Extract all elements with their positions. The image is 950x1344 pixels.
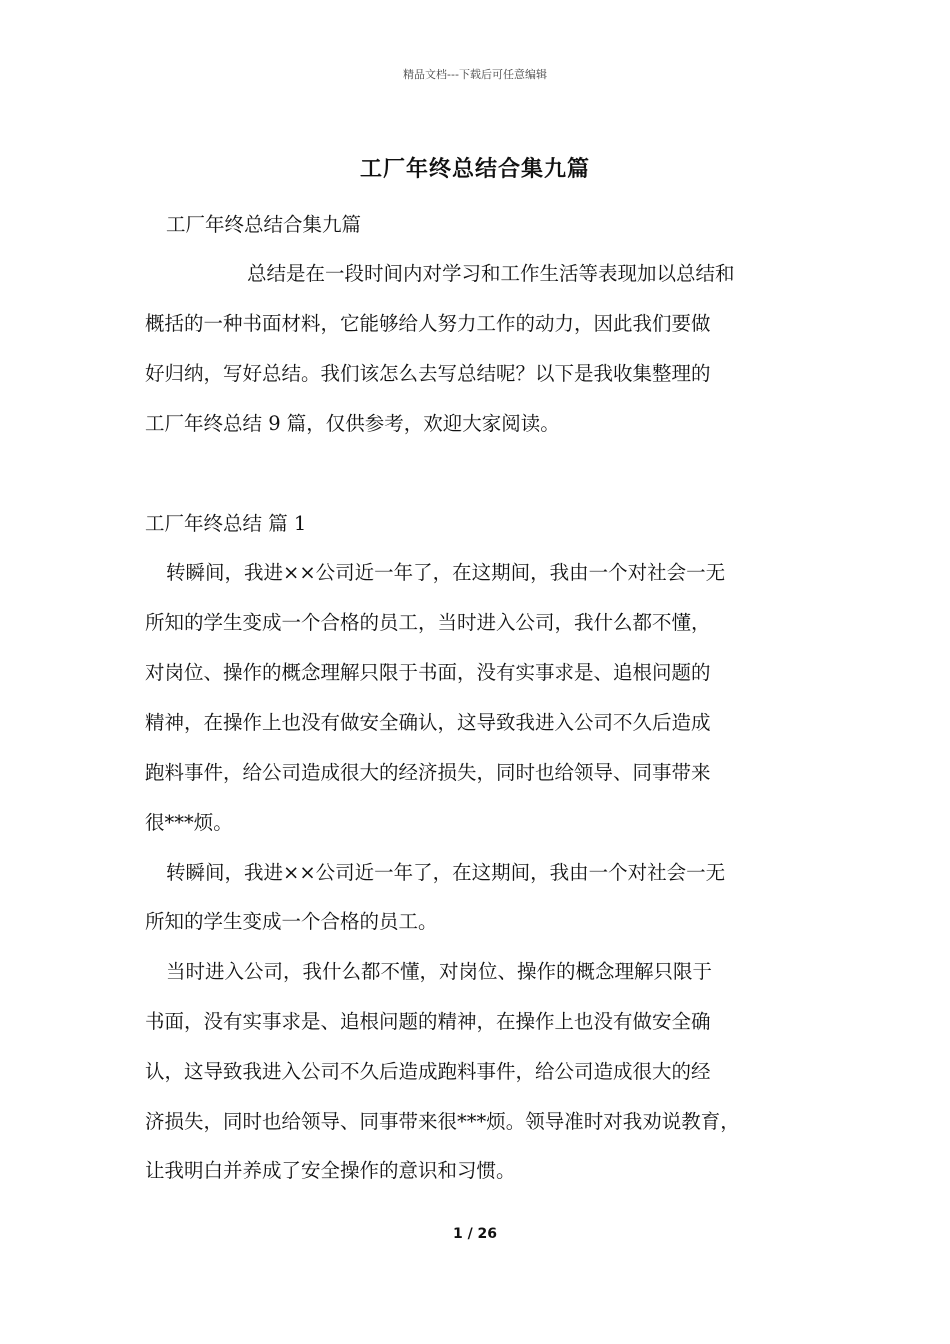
- paragraph-line: 所知的学生变成一个合格的员工。: [145, 910, 438, 933]
- paragraph-line: 所知的学生变成一个合格的员工，当时进入公司，我什么都不懂，: [145, 611, 711, 634]
- paragraph-line: 转瞬间，我进××公司近一年了，在这期间，我由一个对社会一无: [166, 561, 726, 584]
- intro-line: 好归纳，写好总结。我们该怎么去写总结呢？以下是我收集整理的: [145, 362, 711, 385]
- paragraph-line: 济损失，同时也给领导、同事带来很***烦。领导准时对我劝说教育，: [145, 1110, 740, 1133]
- intro-line: 工厂年终总结 9 篇，仅供参考，欢迎大家阅读。: [145, 412, 560, 435]
- paragraph-line: 精神，在操作上也没有做安全确认，这导致我进入公司不久后造成: [145, 711, 711, 734]
- page-number: 1 / 26: [452, 1226, 498, 1242]
- document-title: 工厂年终总结合集九篇: [359, 156, 590, 182]
- section-heading: 工厂年终总结 篇 1: [145, 512, 307, 535]
- header-note: 精品文档---下载后可任意编辑: [403, 68, 547, 81]
- paragraph-line: 对岗位、操作的概念理解只限于书面，没有实事求是、追根问题的: [145, 661, 711, 684]
- intro-line: 总结是在一段时间内对学习和工作生活等表现加以总结和: [247, 262, 735, 285]
- paragraph-line: 认，这导致我进入公司不久后造成跑料事件，给公司造成很大的经: [145, 1060, 711, 1083]
- document-subtitle: 工厂年终总结合集九篇: [166, 213, 362, 236]
- paragraph-line: 转瞬间，我进××公司近一年了，在这期间，我由一个对社会一无: [166, 861, 726, 884]
- paragraph-line: 当时进入公司，我什么都不懂，对岗位、操作的概念理解只限于: [166, 960, 713, 983]
- paragraph-line: 很***烦。: [145, 811, 233, 834]
- paragraph-line: 跑料事件，给公司造成很大的经济损失，同时也给领导、同事带来: [145, 761, 711, 784]
- paragraph-line: 书面，没有实事求是、追根问题的精神，在操作上也没有做安全确: [145, 1010, 711, 1033]
- intro-line: 概括的一种书面材料，它能够给人努力工作的动力，因此我们要做: [145, 312, 711, 335]
- paragraph-line: 让我明白并养成了安全操作的意识和习惯。: [145, 1159, 516, 1182]
